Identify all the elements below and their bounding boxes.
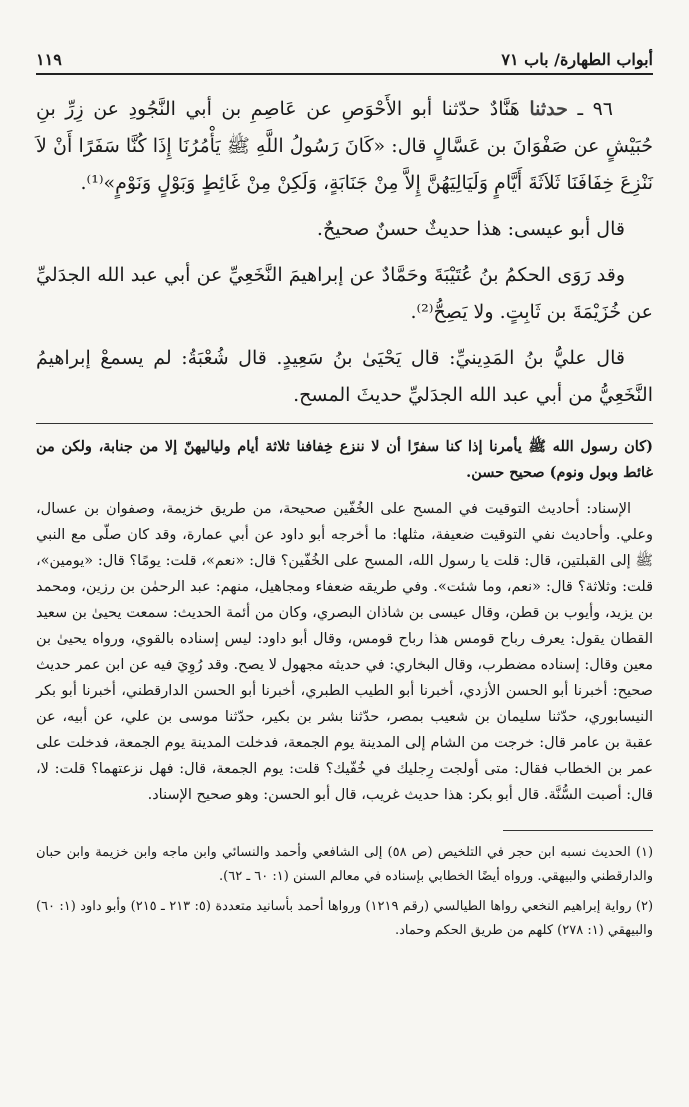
commentary-body: الإسناد: أحاديث التوقيت في المسح على الخُفّين صحيحة، من طريق خزيمة، وصفوان بن عسال، وعلي. وأحاديث نفي التوقيت ضعيفة، مثلها: ما أخرجه أبو داود عن أبي عمارة، وقد كان صلّى مع النبي ﷺ إلى القبلتين، قال: قلت يا رسول الله، المسح على الخُفّين؟ قال: «نعم»، قلت: يومًا؟ قال: «يومين»، قلت: وثلاثة؟ قال: «نعم، وما شئت». وفي طريقه ضعفاء ومجاهيل، منهم: عبد الرحمٰن بن رزين، ومحمد بن يزيد، وأيوب بن قطن، وقال عيسى بن شاذان البصري، وكان من أئمة الحديث: سمعت يحيىٰ بن سعيد القطان يقول: يعرف رباح قومس هذا رباح قومس، وقال أبو داود: ليس إسناده بالقوي، ورواه يحيىٰ بن معين وقال: إسناده مضطرب، وقال البخاري: في حديثه مجهول لا يصح. وقد رُوِيَ فيه عن ابن عمر حديث صحيح: أخبرنا أبو الحسن الأزدي، أخبرنا أبو الطيب الطبري، أخبرنا أبو الحسن الدارقطني، أخبرنا أبو بكر النيسابوري، حدّثنا سليمان بن شعيب بمصر، حدّثنا بشر بن بكير، حدّثنا موسى بن علي، عن أبيه، عن عقبة بن عامر قال: خرجت من الشام إلى المدينة يوم الجمعة، فدخلت المدينة يوم الجمعة، فدخلت على عمر بن الخطاب فقال: متى أولجت رِجليك في خُفّيك؟ قلت: يوم الجمعة، قال: فهل نزعتهما؟ قلت: لا، قال: أصبت السُّنَّة. قال أبو بكر: هذا حديث غريب، قال أبو الحسن: وهو صحيح الإسناد. [36, 501, 653, 803]
hadith-paragraph-1 [36, 91, 653, 202]
hadith-opening: حدثنا [529, 98, 568, 120]
chapter-title: أبواب الطهارة/ باب ٧١ [501, 50, 653, 69]
footnote-1: (١) الحديث نسبه ابن حجر في التلخيص (ص ٥٨) إلى الشافعي وأحمد والنسائي وابن ماجه وابن خزيمة وابن حبان والدارقطني والبيهقي. ورواه أيضًا الخطابي بإسناده في معالم السنن (١: ٦٠ ـ ٦٢). [36, 845, 654, 884]
commentary-lead: (كان رسول الله ﷺ يأمرنا إذا كنا سفرًا أن لا ننزع خِفافنا ثلاثة أيام ولياليهنّ إلا من جنابة، ولكن من غائط وبول ونوم) صحيح حسن. [36, 438, 653, 481]
footnotes [36, 841, 653, 943]
page-number: ١١٩ [36, 50, 62, 69]
hadith-isnad-matn: هَنَّادٌ حدّثنا أبو الأَحْوَصِ عن عَاصِمِ بن أبي النَّجُودِ عن زِرِّ بنِ حُبَيْشٍ عن صَفْوَانَ بن عَسَّالٍ قال: «كَانَ رَسُولُ اللَّهِ ﷺ يَأْمُرُنَا إِذَا كُنَّا سَفَرًا أَنْ لاَ نَنْزِعَ خِفَافَنَا ثَلاَثَةَ أَيَّامٍ وَلَيَالِيَهُنَّ إِلاَّ مِنْ جَنَابَةٍ، وَلَكِنْ مِنْ غَائِطٍ وَبَوْلٍ وَنَوْمٍ»⁽¹⁾. [36, 98, 653, 194]
footnote-2: (٢) رواية إبراهيم النخعي رواها الطيالسي (رقم ١٢١٩) ورواها أحمد بأسانيد متعددة (٥: ٢١٣ ـ ٢١٥) وأبو داود (١: ٦٠) والبيهقي (١: ٢٧٨) كلهم من طريق الحكم وحماد. [36, 899, 654, 938]
commentary [36, 434, 653, 808]
footnote-rule [503, 830, 653, 831]
section-divider [36, 423, 653, 424]
hadith-paragraph-4: قال عليُّ بنُ المَدِينيِّ: قال يَحْيَىٰ بنُ سَعِيدٍ. قال شُعْبَةُ: لم يسمعْ إبراهيمُ النَّخَعِيُّ من أبي عبد الله الجدَليِّ حديثَ المسح. [36, 347, 653, 406]
hadith-text [36, 91, 653, 414]
page-header [36, 50, 653, 75]
hadith-paragraph-3: وقد رَوَى الحكمُ بنُ عُتَيْبَةَ وحَمَّادٌ عن إبراهيمَ النَّخَعِيِّ عن أبي عبد الله الجدَليِّ عن خُزَيْمَةَ بن ثَابِتٍ. ولا يَصِحُّ⁽²⁾. [36, 264, 653, 323]
hadith-number: ٩٦ ـ [577, 98, 613, 120]
hadith-paragraph-2: قال أبو عيسى: هذا حديثٌ حسنٌ صحيحٌ. [316, 218, 625, 240]
